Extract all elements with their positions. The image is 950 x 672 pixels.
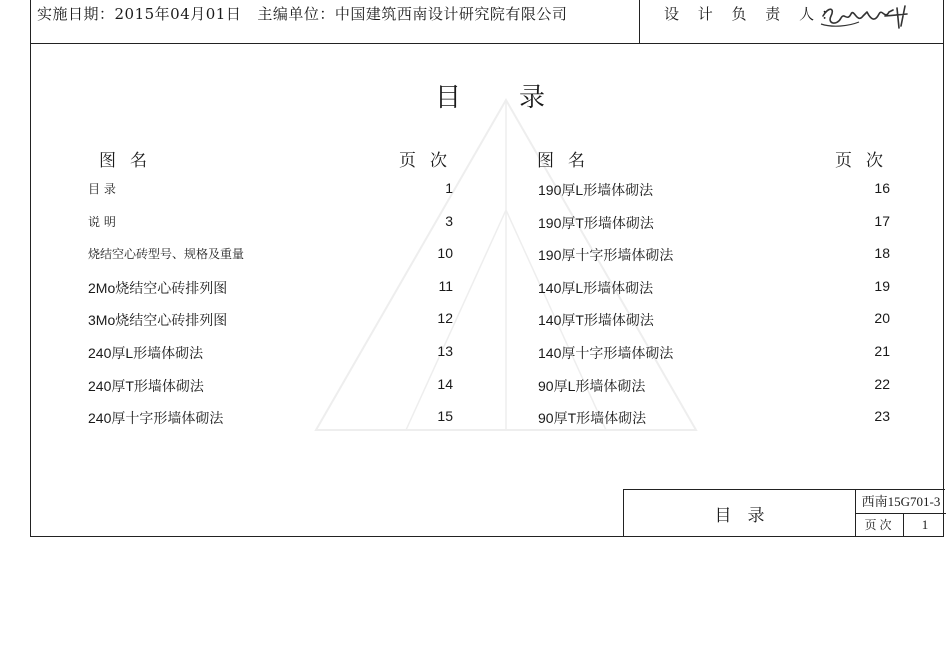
toc-entry-page: 11 bbox=[438, 277, 453, 294]
toc-entry-name: 240厚十字形墙体砌法 bbox=[88, 410, 224, 427]
toc-entry-name: 190厚十字形墙体砌法 bbox=[538, 247, 674, 264]
toc-entry-name: 烧结空心砖型号、规格及重量 bbox=[88, 247, 245, 262]
header-band bbox=[31, 0, 943, 44]
toc-entry-name: 说 明 bbox=[88, 214, 116, 229]
header-divider bbox=[639, 0, 640, 44]
toc-entry-name: 90厚L形墙体砌法 bbox=[538, 377, 646, 394]
atlas-code: 西南15G701-3 bbox=[856, 490, 946, 514]
title-block bbox=[623, 489, 945, 537]
drawing-sheet bbox=[30, 0, 944, 537]
toc-row[interactable] bbox=[88, 376, 458, 409]
toc-row[interactable] bbox=[88, 408, 458, 441]
toc-row[interactable] bbox=[88, 343, 458, 376]
design-lead-label: 设 计 负 责 人： bbox=[664, 5, 844, 23]
implementation-date: 实施日期：2015年04月01日 bbox=[37, 5, 242, 23]
toc-entry-page: 14 bbox=[437, 375, 453, 392]
toc-row[interactable] bbox=[88, 245, 458, 278]
toc-row[interactable] bbox=[538, 310, 898, 343]
toc-entry-page: 15 bbox=[437, 408, 453, 425]
toc-entry-page: 18 bbox=[874, 245, 890, 262]
toc-row[interactable] bbox=[88, 310, 458, 343]
right-page-header: 页次 bbox=[835, 151, 897, 171]
toc-row[interactable] bbox=[538, 408, 898, 441]
toc-entry-name: 190厚L形墙体砌法 bbox=[538, 182, 654, 198]
toc-entry-page: 17 bbox=[874, 212, 890, 229]
toc-right-column bbox=[538, 180, 898, 441]
toc-row[interactable] bbox=[88, 180, 458, 213]
toc-row[interactable] bbox=[538, 278, 898, 311]
toc-entry-page: 21 bbox=[874, 342, 890, 359]
toc-entry-page: 13 bbox=[437, 342, 453, 359]
toc-row[interactable] bbox=[538, 376, 898, 409]
page-number: 1 bbox=[921, 517, 929, 532]
toc-entry-name: 240厚L形墙体砌法 bbox=[88, 344, 204, 361]
toc-entry-name: 目 录 bbox=[88, 182, 116, 196]
toc-entry-page: 10 bbox=[437, 245, 453, 262]
page-label: 页次 bbox=[856, 514, 904, 536]
toc-entry-page: 22 bbox=[874, 375, 890, 392]
toc-entry-name: 140厚T形墙体砌法 bbox=[538, 312, 654, 329]
page-title: 目录 bbox=[435, 83, 604, 113]
header-left-info bbox=[37, 3, 567, 24]
toc-row[interactable] bbox=[538, 180, 898, 213]
toc-entry-page: 19 bbox=[874, 277, 890, 294]
toc-entry-page: 20 bbox=[874, 310, 890, 327]
toc-left-column bbox=[88, 180, 458, 441]
left-page-header: 页次 bbox=[399, 151, 461, 171]
chief-editor-unit: 主编单位：中国建筑西南设计研究院有限公司 bbox=[257, 5, 568, 23]
toc-entry-page: 3 bbox=[445, 212, 453, 229]
toc-entry-page: 16 bbox=[874, 180, 890, 196]
toc-row[interactable] bbox=[538, 343, 898, 376]
toc-entry-page: 12 bbox=[437, 310, 453, 327]
toc-row[interactable] bbox=[88, 278, 458, 311]
toc-entry-name: 90厚T形墙体砌法 bbox=[538, 410, 647, 427]
title-block-title: 目录 bbox=[624, 490, 856, 536]
toc-entry-name: 140厚十字形墙体砌法 bbox=[538, 344, 674, 361]
toc-row[interactable] bbox=[88, 213, 458, 246]
toc-row[interactable] bbox=[538, 245, 898, 278]
toc-entry-page: 23 bbox=[874, 408, 890, 425]
toc-entry-page: 1 bbox=[445, 180, 453, 196]
toc-entry-name: 3Mo烧结空心砖排列图 bbox=[88, 312, 228, 329]
toc-entry-name: 140厚L形墙体砌法 bbox=[538, 279, 654, 296]
toc-entry-name: 2Mo烧结空心砖排列图 bbox=[88, 279, 228, 296]
designer-signature bbox=[819, 2, 915, 32]
toc-entry-name: 190厚T形墙体砌法 bbox=[538, 214, 654, 231]
toc-entry-name: 240厚T形墙体砌法 bbox=[88, 377, 204, 394]
left-name-header: 图名 bbox=[99, 151, 161, 171]
toc-row[interactable] bbox=[538, 213, 898, 246]
right-name-header: 图名 bbox=[537, 151, 599, 171]
